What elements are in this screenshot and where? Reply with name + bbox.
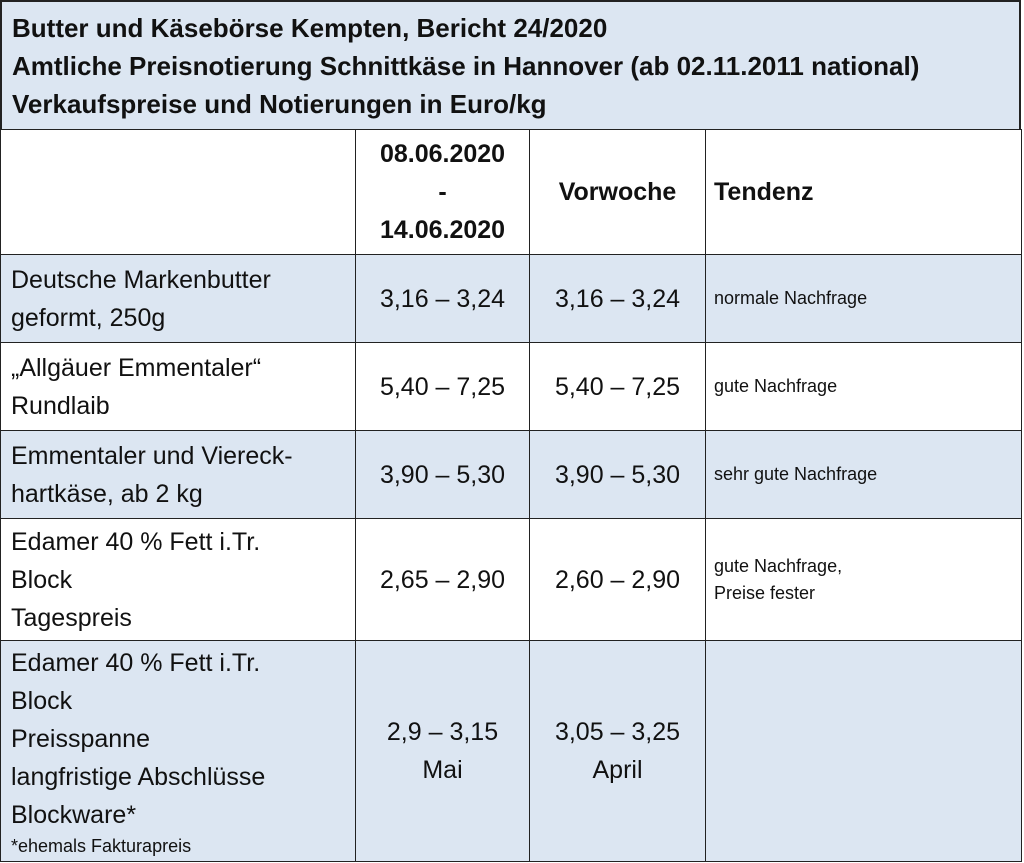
row-trend [706,343,1022,431]
table-row [1,431,1022,519]
table-row [1,519,1022,641]
row-trend-line: sehr gute Nachfrage [714,464,878,484]
row-label-line: geformt, 250g [11,303,166,332]
row-label-line: Emmentaler und Viereck- [11,441,293,470]
row-label-line: Block [11,687,73,715]
row-trend [706,519,1022,641]
row-current-price [356,641,530,862]
row-previous-price [530,641,706,862]
row-previous-price: 3,90 – 5,30 [530,431,706,519]
header-previous-week: Vorwoche [530,130,706,255]
header-current-period [356,130,530,255]
row-label-line: Deutsche Markenbutter [11,265,271,294]
row-previous-price-month: April [592,756,643,784]
row-current-price-value: 2,9 – 3,15 [386,718,499,746]
row-label-line: Block [11,565,73,594]
row-previous-price: 2,60 – 2,90 [530,519,706,641]
row-current-price: 3,16 – 3,24 [356,255,530,343]
report-title-line-1: Butter und Käsebörse Kempten, Bericht 24/2020 [12,13,608,43]
row-previous-price: 5,40 – 7,25 [530,343,706,431]
table-row [1,641,1022,862]
row-label-line: langfristige Abschlüsse [11,763,266,791]
row-previous-price: 3,16 – 3,24 [530,255,706,343]
header-date-separator: - [438,178,447,206]
row-current-price: 2,65 – 2,90 [356,519,530,641]
header-trend: Tendenz [706,130,1022,255]
header-empty-cell [1,130,356,255]
row-label-line: hartkäse, ab 2 kg [11,479,203,508]
row-label [1,641,356,862]
row-label [1,519,356,641]
row-label-line: Tagespreis [11,603,132,632]
row-label-line: Rundlaib [11,391,110,420]
row-previous-price-value: 3,05 – 3,25 [554,718,681,746]
row-trend [706,641,1022,862]
row-label-line: Edamer 40 % Fett i.Tr. [11,527,261,556]
report-title-box [0,0,1021,130]
report-title-line-3: Verkaufspreise und Notierungen in Euro/kg [12,89,547,119]
row-trend [706,255,1022,343]
report-title-line-2: Amtliche Preisnotierung Schnittkäse in Hannover (ab 02.11.2011 national) [12,51,920,81]
row-label-line: Blockware* [11,801,137,829]
price-table [0,129,1022,862]
row-label [1,343,356,431]
header-date-to: 14.06.2020 [379,216,506,244]
row-label-line: Edamer 40 % Fett i.Tr. [11,649,261,677]
row-current-price-month: Mai [422,756,463,784]
row-trend [706,431,1022,519]
row-trend-line: gute Nachfrage, [714,555,843,576]
row-trend-line: Preise fester [714,582,816,603]
row-label-line: „Allgäuer Emmentaler“ [11,353,262,382]
row-current-price: 5,40 – 7,25 [356,343,530,431]
row-current-price: 3,90 – 5,30 [356,431,530,519]
row-trend-line: normale Nachfrage [714,288,868,308]
header-date-from: 08.06.2020 [379,140,506,168]
table-row [1,343,1022,431]
table-row [1,255,1022,343]
row-label [1,431,356,519]
row-label [1,255,356,343]
table-header-row [1,130,1022,255]
row-label-line: Preisspanne [11,725,150,753]
row-trend-line: gute Nachfrage [714,376,838,396]
row-label-footnote: *ehemals Fakturapreis [11,836,192,856]
